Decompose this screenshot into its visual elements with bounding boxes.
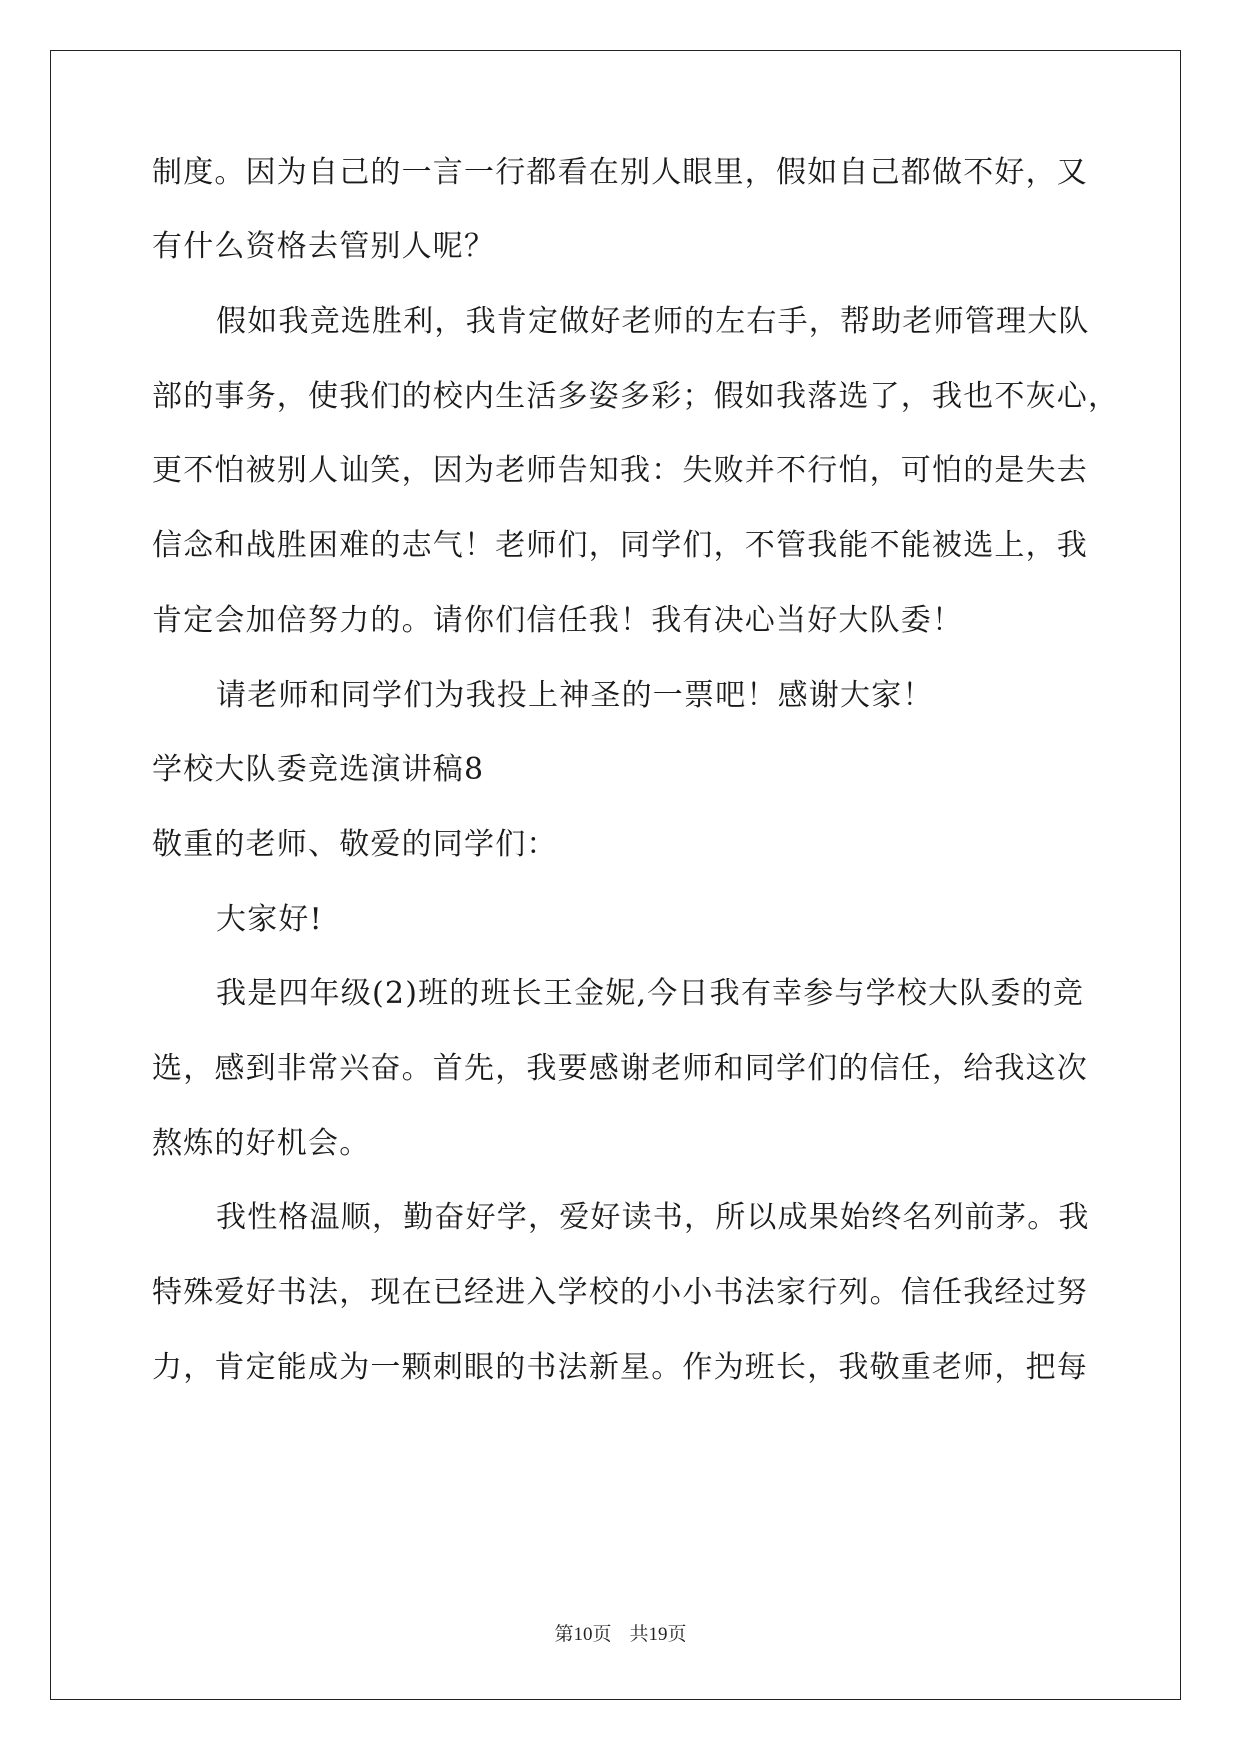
text-line: 部的事务，使我们的校内生活多姿多彩；假如我落选了，我也不灰心， [152,379,1120,414]
page-number: 第10页 [554,1624,612,1645]
page-total: 共19页 [629,1624,687,1645]
paragraph-start-line: 我是四年级(2)班的班长王金妮,今日我有幸参与学校大队委的竞 [216,976,1085,1011]
text-line: 熬炼的好机会。 [152,1126,371,1161]
text-line: 特殊爱好书法，现在已经进入学校的小小书法家行列。信任我经过努 [152,1275,1088,1310]
paragraph-start-line: 假如我竞选胜利，我肯定做好老师的左右手，帮助老师管理大队 [216,304,1090,339]
text-line: 力，肯定能成为一颗刺眼的书法新星。作为班长，我敬重老师，把每 [152,1350,1088,1385]
paragraph-start-line: 我性格温顺，勤奋好学，爱好读书，所以成果始终名列前茅。我 [216,1200,1090,1235]
greeting: 大家好! [216,902,323,937]
section-title: 学校大队委竞选演讲稿8 [152,752,485,787]
page-frame [50,50,1181,1700]
salutation: 敬重的老师、敬爱的同学们： [152,827,558,862]
text-line: 更不怕被别人讪笑，因为老师告知我：失败并不行怕，可怕的是失去 [152,453,1088,488]
text-line: 有什么资格去管别人呢？ [152,229,496,264]
text-line: 肯定会加倍努力的。请你们信任我！我有决心当好大队委！ [152,603,964,638]
text-line: 选，感到非常兴奋。首先，我要感谢老师和同学们的信任，给我这次 [152,1051,1088,1086]
text-line: 制度。因为自己的一言一行都看在别人眼里，假如自己都做不好，又 [152,155,1088,190]
paragraph-start-line: 请老师和同学们为我投上神圣的一票吧！感谢大家！ [216,678,934,713]
text-line: 信念和战胜困难的志气！老师们，同学们，不管我能不能被选上，我 [152,528,1088,563]
page-footer [0,1624,1241,1646]
